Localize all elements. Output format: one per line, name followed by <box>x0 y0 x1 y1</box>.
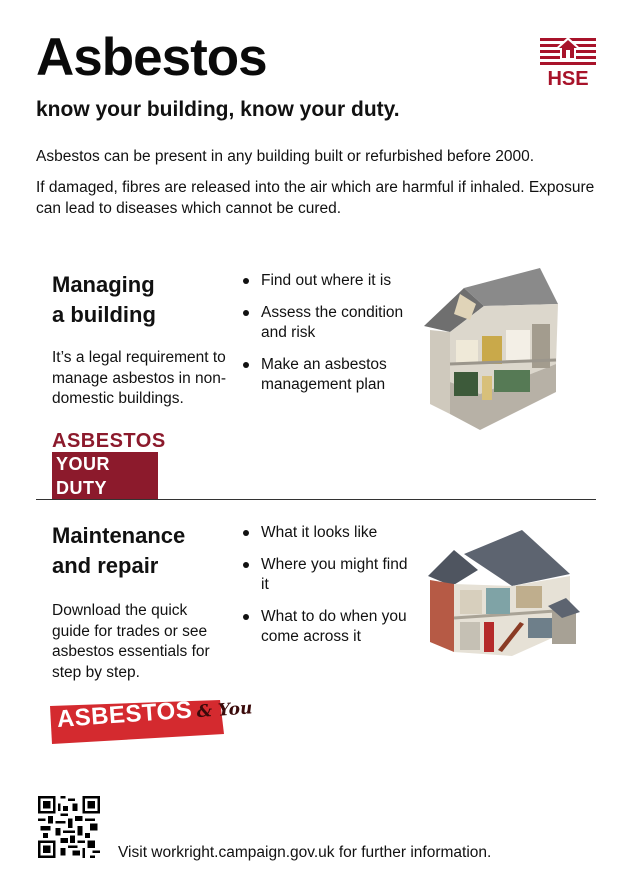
asbestos-your-duty-badge <box>52 430 166 500</box>
badge-script-text: & You <box>196 698 254 723</box>
managing-body: It’s a legal requirement to manage asbestos in non-domestic buildings. <box>52 349 227 407</box>
maintenance-title-line1: Maintenance <box>52 523 186 548</box>
page-title: Asbestos <box>36 28 267 87</box>
house-cutaway-illustration <box>424 526 580 662</box>
maintenance-body: Download the quick guide for trades or see asbestos essentials for step by step. <box>52 602 210 681</box>
maintenance-title-line2: and repair <box>52 553 159 578</box>
badge-bottom-text: YOUR DUTY <box>52 452 158 500</box>
bullet-icon <box>243 310 249 316</box>
list-item: Find out where it is <box>243 271 418 292</box>
intro-text-1: Asbestos can be present in any building built or refurbished before 2000. <box>36 148 535 165</box>
managing-bullet-list <box>243 271 418 407</box>
maintenance-bullet-list <box>243 523 418 659</box>
qr-code <box>38 796 100 858</box>
badge-top-text: ASBESTOS <box>52 430 166 452</box>
footer-text: Visit workright.campaign.gov.uk for further information. <box>118 844 492 861</box>
managing-title-line2: a building <box>52 302 156 327</box>
managing-title-line1: Managing <box>52 272 155 297</box>
building-cutaway-illustration <box>420 264 560 432</box>
hse-logo <box>540 36 596 92</box>
section-divider <box>36 499 596 500</box>
bullet-icon <box>243 530 249 536</box>
page-subtitle: know your building, know your duty. <box>36 98 400 121</box>
list-item: What to do when you come across it <box>243 607 418 648</box>
hse-logo-mark <box>540 36 596 70</box>
list-item: Make an asbestos management plan <box>243 355 418 396</box>
list-item: Where you might find it <box>243 555 418 596</box>
list-item: What it looks like <box>243 523 418 544</box>
bullet-icon <box>243 562 249 568</box>
bullet-icon <box>243 362 249 368</box>
badge-main-text: ASBESTOS <box>56 696 194 733</box>
hse-logo-text: HSE <box>547 68 589 90</box>
intro-text-2: If damaged, fibres are released into the air which are harmful if inhaled. Exposure can lead to diseases which cannot be cured. <box>36 179 595 217</box>
list-item: Assess the condition and risk <box>243 303 418 344</box>
bullet-icon <box>243 614 249 620</box>
bullet-icon <box>243 278 249 284</box>
